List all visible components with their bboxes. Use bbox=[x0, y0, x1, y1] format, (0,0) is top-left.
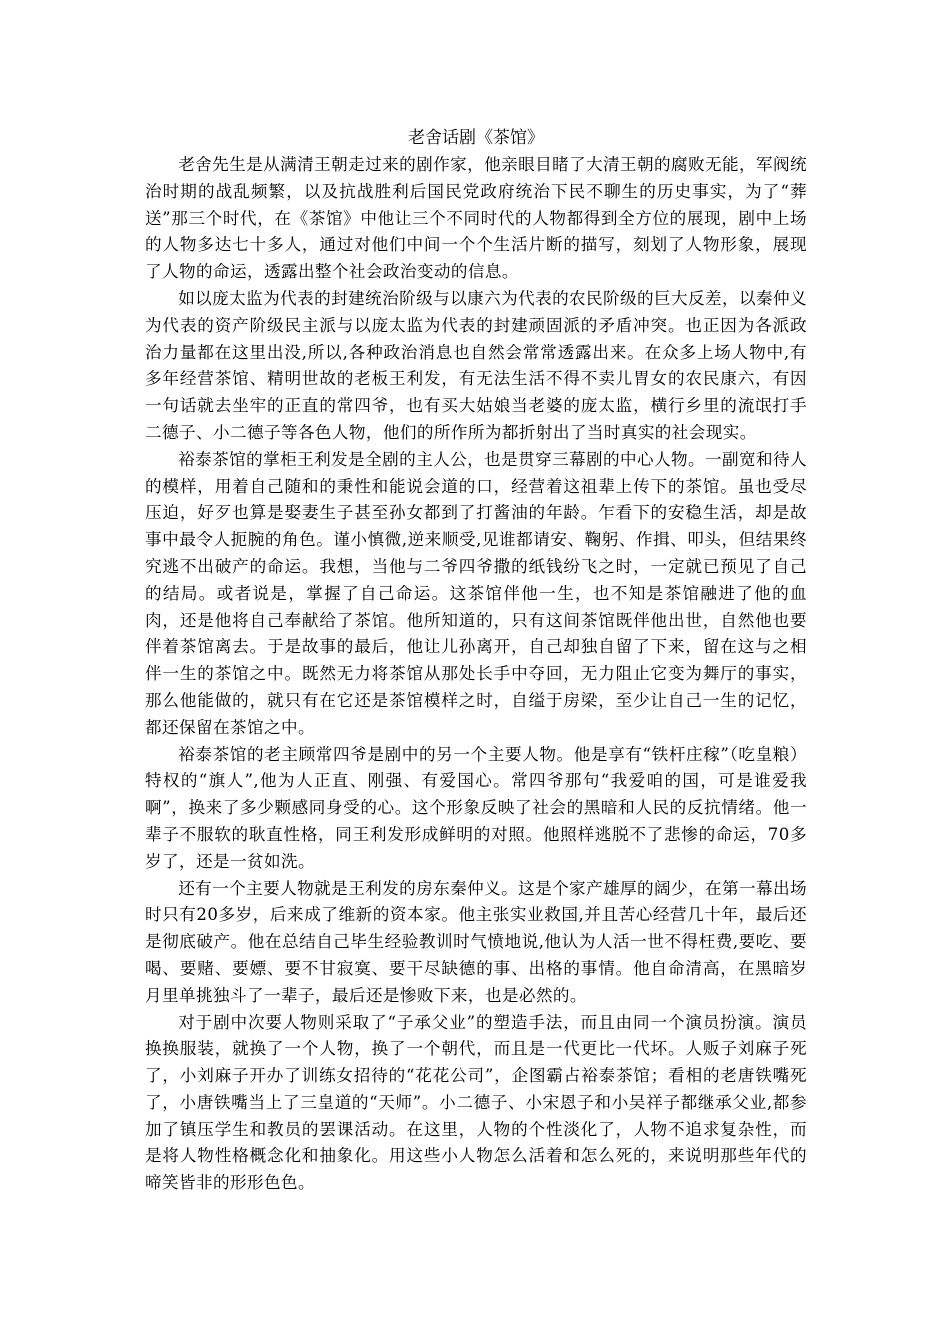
document-title: 老舍话剧《茶馆》 bbox=[408, 128, 544, 148]
paragraph-minor-characters: 对于剧中次要人物则采取了“子承父业”的塑造手法，而且由同一个演员扮演。演员换换服装，就换了一个人物，换了一个朝代，而且是一代更比一代坏。人贩子刘麻子死了，小刘麻子开办了训练女招待的“花花公司”，企图霸占裕泰茶馆；看相的老唐铁嘴死了，小唐铁嘴当上了三皇道的“天师”。小二德子、小宋恩子和小吴祥子都继承父业,都参加了镇压学生和教员的罢课活动。在这里，人物的个性淡化了，人物不追求复杂性，而是将人物性格概念化和抽象化。用这些小人物怎么活着和怎么死的，来说明那些年代的啼笑皆非的形形色色。 bbox=[145, 1012, 807, 1193]
paragraph-qin-zhongyi: 还有一个主要人物就是王利发的房东秦仲义。这是个家产雄厚的阔少，在第一幕出场时只有20多岁，后来成了维新的资本家。他主张实业救国,并且苦心经营几十年，最后还是彻底破产。他在总结自己毕生经验教训时气愤地说,他认为人活一世不得枉费,要吃、要喝、要赌、要嫖、要不甘寂寞、要干尽缺德的事、出格的事情。他自命清高，在黑暗岁月里单挑独斗了一辈子，最后还是惨败下来，也是必然的。 bbox=[145, 878, 807, 1005]
document-page bbox=[145, 124, 807, 1197]
paragraph-wang-lifa: 裕泰茶馆的掌柜王利发是全剧的主人公，也是贯穿三幕剧的中心人物。一副宽和待人的模样，用着自己随和的秉性和能说会道的口，经营着这祖辈上传下的茶馆。虽也受尽压迫，好歹也算是娶妻生子甚至孙女都到了打酱油的年龄。乍看下的安稳生活，却是故事中最令人扼腕的角色。谨小慎微,逆来顺受,见谁都请安、鞠躬、作揖、叩头，但结果终究逃不出破产的命运。我想，当他与二爷四爷撒的纸钱纷飞之时，一定就已预见了自己的结局。或者说是，掌握了自己命运。这茶馆伴他一生，也不知是茶馆融进了他的血肉，还是他将自己奉献给了茶馆。他所知道的，只有这间茶馆既伴他出世，自然他也要伴着茶馆离去。于是故事的最后，他让儿孙离开，自己却独自留了下来，留在这与之相伴一生的茶馆之中。既然无力将茶馆从那处长手中夺回，无力阻止它变为舞厅的事实，那么他能做的，就只有在它还是茶馆模样之时，自缢于房梁，至少让自己一生的记忆，都还保留在茶馆之中。 bbox=[145, 449, 807, 737]
paragraph-contrast: 如以庞太监为代表的封建统治阶级与以康六为代表的农民阶级的巨大反差，以秦仲义为代表的资产阶级民主派与以庞太监为代表的封建顽固派的矛盾冲突。也正因为各派政治力量都在这里出没,所以,各种政治消息也自然会常常透露出来。在众多上场人物中,有多年经营茶馆、精明世故的老板王利发，有无法生活不得不卖儿胃女的农民康六，有因一句话就去坐牢的正直的常四爷，也有买大姑娘当老婆的庞太监，横行乡里的流氓打手二德子、小二德子等各色人物，他们的所作所为都折射出了当时真实的社会现实。 bbox=[145, 288, 807, 442]
paragraph-intro: 老舍先生是从满清王朝走过来的剧作家，他亲眼目睹了大清王朝的腐败无能，军阀统治时期的战乱频繁，以及抗战胜利后国民党政府统治下民不聊生的历史事实，为了“葬送”那三个时代，在《茶馆》中他让三个不同时代的人物都得到全方位的展现，剧中上场的人物多达七十多人，通过对他们中间一个个生活片断的描写，刻划了人物形象，展现了人物的命运，透露出整个社会政治变动的信息。 bbox=[145, 155, 807, 282]
paragraph-chang-siye: 裕泰茶馆的老主顾常四爷是剧中的另一个主要人物。他是享有“铁杆庄稼”（吃皇粮）特权的“旗人”,他为人正直、刚强、有爱国心。常四爷那句“我爱咱的国，可是谁爱我啊”，换来了多少颗感同身受的心。这个形象反映了社会的黑暗和人民的反抗情绪。他一辈子不服软的耿直性格，同王利发形成鲜明的对照。他照样逃脱不了悲惨的命运，70多岁了，还是一贫如洗。 bbox=[145, 744, 807, 871]
